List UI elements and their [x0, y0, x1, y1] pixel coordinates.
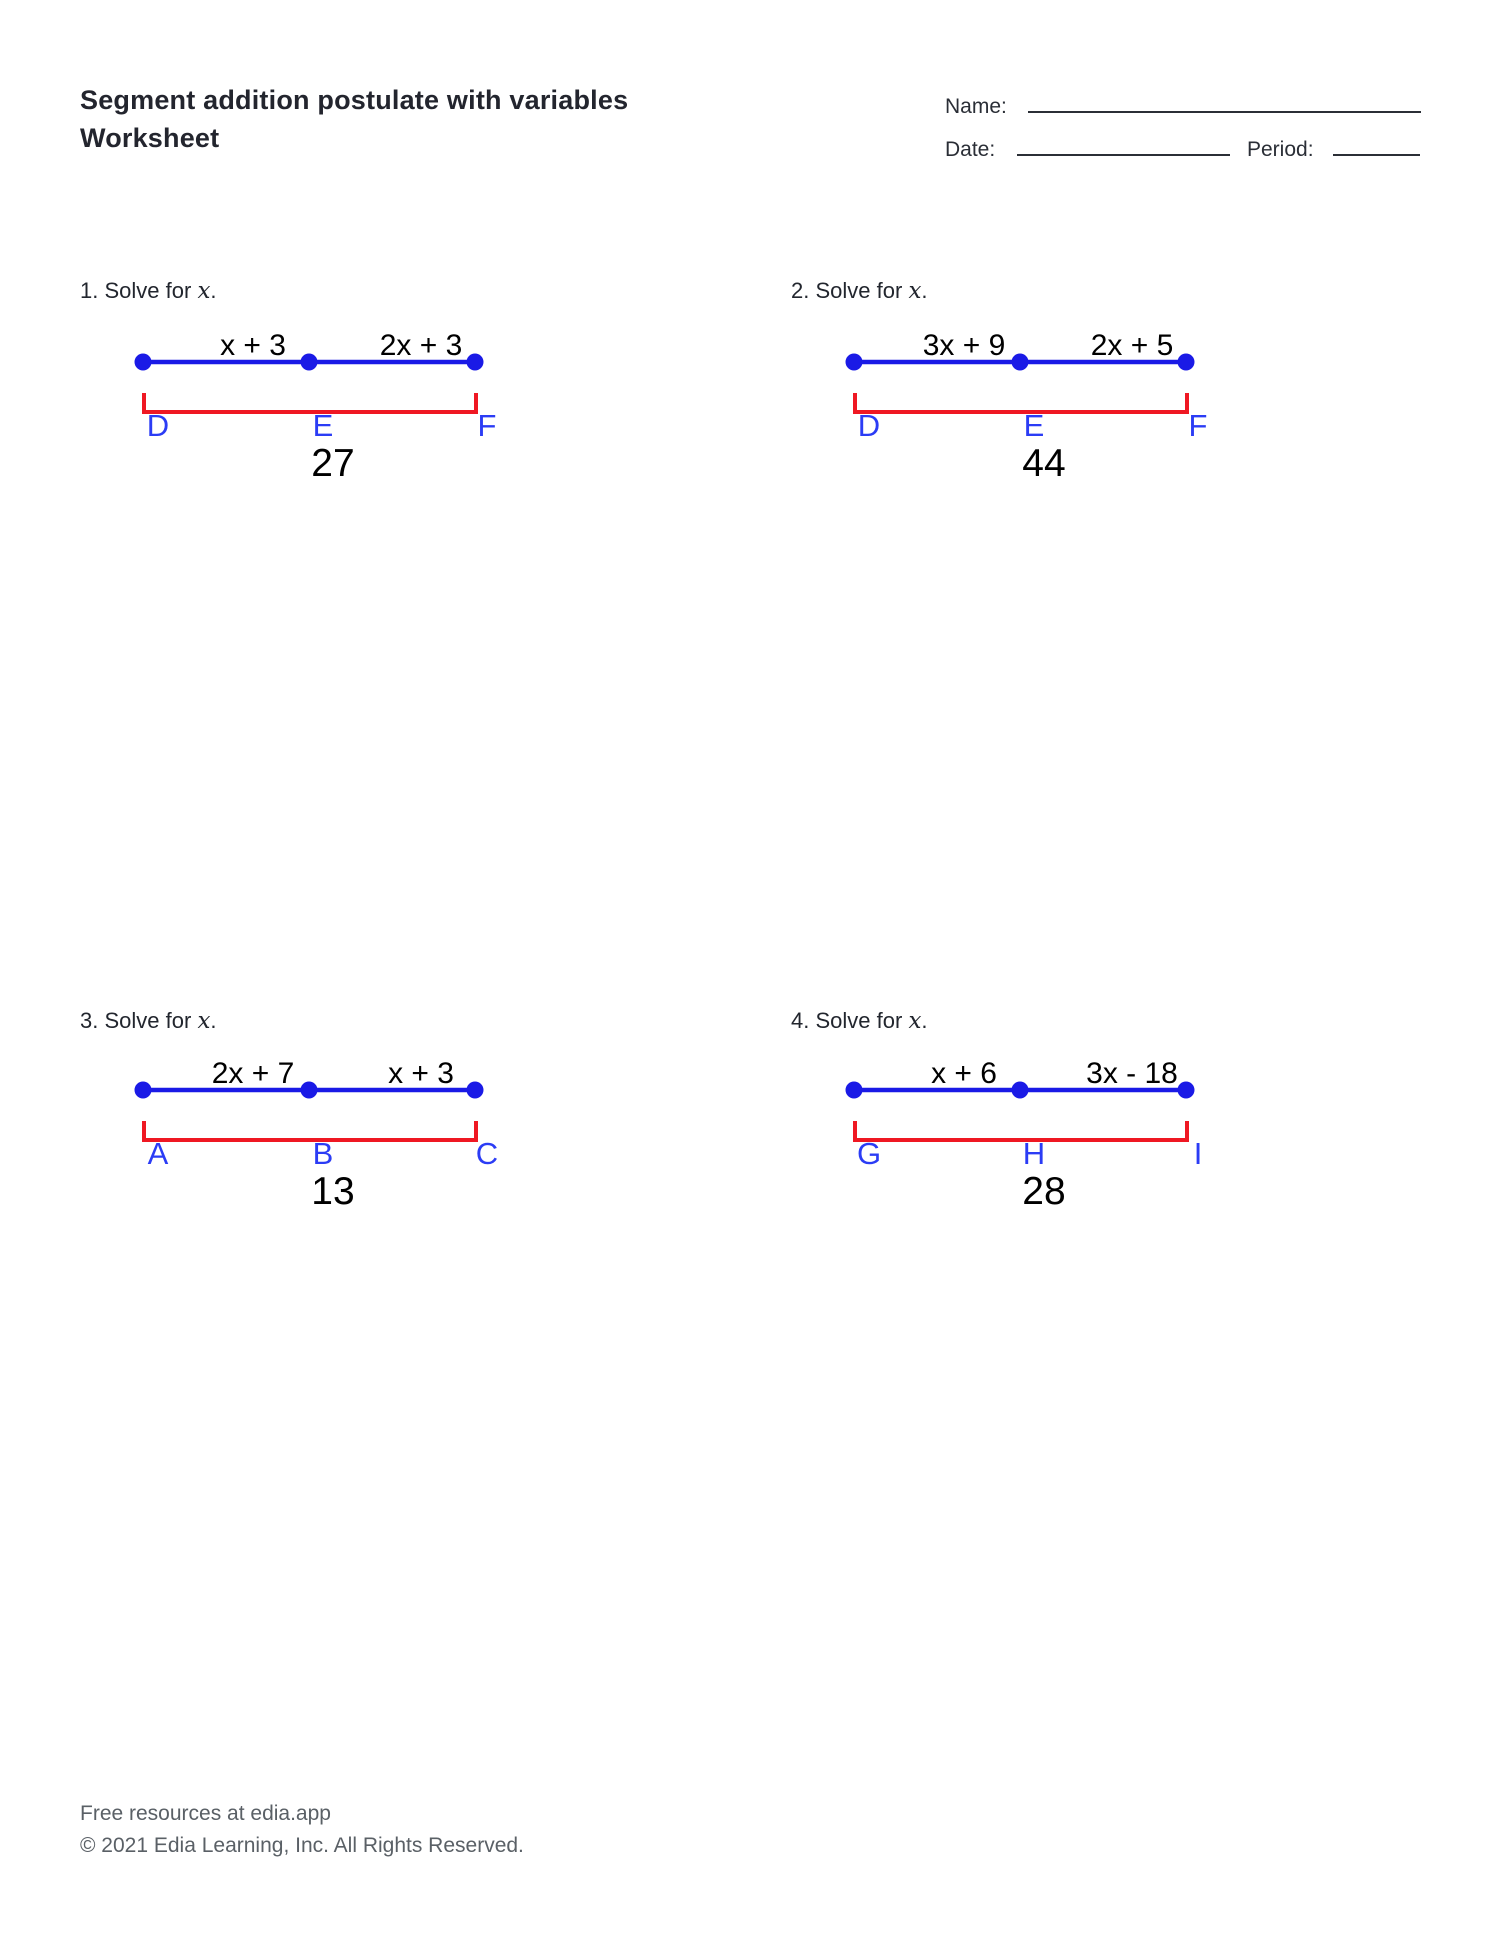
total-length-bracket	[855, 1121, 1187, 1140]
middle-point-label: E	[312, 408, 334, 443]
date-blank-line	[1017, 136, 1230, 156]
left-point-label: D	[857, 408, 881, 443]
right-endpoint-dot	[467, 354, 484, 371]
middle-point-dot	[1012, 354, 1029, 371]
problem-4-diagram	[806, 1058, 1246, 1218]
name-label: Name:	[945, 95, 1007, 118]
right-point-label: I	[1193, 1136, 1203, 1171]
problem-2-diagram	[806, 330, 1246, 490]
total-length-value: 13	[311, 1170, 355, 1213]
total-length-value: 28	[1022, 1170, 1066, 1213]
math-variable: x	[908, 278, 922, 304]
right-endpoint-dot	[1178, 1082, 1195, 1099]
problem-number: 2.	[791, 278, 810, 303]
prompt-end: .	[921, 278, 928, 303]
problem-4-prompt	[791, 1008, 928, 1034]
math-variable: x	[197, 278, 211, 304]
segment2-expression: 3x - 18	[1086, 1057, 1178, 1090]
left-endpoint-dot	[846, 1082, 863, 1099]
total-length-bracket	[855, 393, 1187, 412]
problem-number: 4.	[791, 1008, 810, 1033]
left-point-label: G	[856, 1136, 882, 1171]
left-point-label: A	[147, 1136, 169, 1171]
prompt-text: Solve for	[104, 1008, 192, 1033]
period-label: Period:	[1247, 138, 1314, 161]
math-variable: x	[197, 1008, 211, 1034]
middle-point-dot	[301, 1082, 318, 1099]
math-variable: x	[908, 1008, 922, 1034]
segment2-expression: x + 3	[388, 1057, 454, 1090]
left-endpoint-dot	[135, 1082, 152, 1099]
prompt-end: .	[210, 1008, 217, 1033]
total-length-value: 44	[1022, 442, 1066, 485]
segment1-expression: x + 6	[931, 1057, 997, 1090]
problem-2-prompt	[791, 278, 928, 304]
prompt-text: Solve for	[815, 1008, 903, 1033]
segment2-expression: 2x + 5	[1090, 329, 1174, 362]
problem-1-diagram	[95, 330, 535, 490]
middle-point-label: E	[1023, 408, 1045, 443]
prompt-text: Solve for	[104, 278, 192, 303]
middle-point-label: H	[1022, 1136, 1046, 1171]
prompt-end: .	[210, 278, 217, 303]
problem-3-prompt	[80, 1008, 217, 1034]
footer-resources-text: Free resources at edia.app	[80, 1802, 331, 1825]
prompt-text: Solve for	[815, 278, 903, 303]
segment1-expression: 2x + 7	[211, 1057, 295, 1090]
right-endpoint-dot	[1178, 354, 1195, 371]
right-point-label: F	[1188, 408, 1208, 443]
segment1-expression: x + 3	[220, 329, 286, 362]
left-endpoint-dot	[846, 354, 863, 371]
middle-point-dot	[1012, 1082, 1029, 1099]
total-length-bracket	[144, 1121, 476, 1140]
right-point-label: F	[477, 408, 497, 443]
right-endpoint-dot	[467, 1082, 484, 1099]
problem-3-diagram	[95, 1058, 535, 1218]
date-label: Date:	[945, 138, 996, 161]
left-point-label: D	[146, 408, 170, 443]
problem-number: 3.	[80, 1008, 99, 1033]
left-endpoint-dot	[135, 354, 152, 371]
footer-copyright-text: © 2021 Edia Learning, Inc. All Rights Reserved.	[80, 1834, 524, 1857]
segment1-expression: 3x + 9	[922, 329, 1006, 362]
total-length-bracket	[144, 393, 476, 412]
worksheet-title-line2: Worksheet	[80, 123, 220, 153]
name-blank-line	[1028, 93, 1421, 113]
problem-number: 1.	[80, 278, 99, 303]
middle-point-label: B	[312, 1136, 334, 1171]
total-length-value: 27	[311, 442, 355, 485]
problem-1-prompt	[80, 278, 217, 304]
period-blank-line	[1333, 136, 1420, 156]
middle-point-dot	[301, 354, 318, 371]
worksheet-title-line1: Segment addition postulate with variables	[80, 85, 629, 115]
right-point-label: C	[475, 1136, 499, 1171]
prompt-end: .	[921, 1008, 928, 1033]
segment2-expression: 2x + 3	[379, 329, 463, 362]
